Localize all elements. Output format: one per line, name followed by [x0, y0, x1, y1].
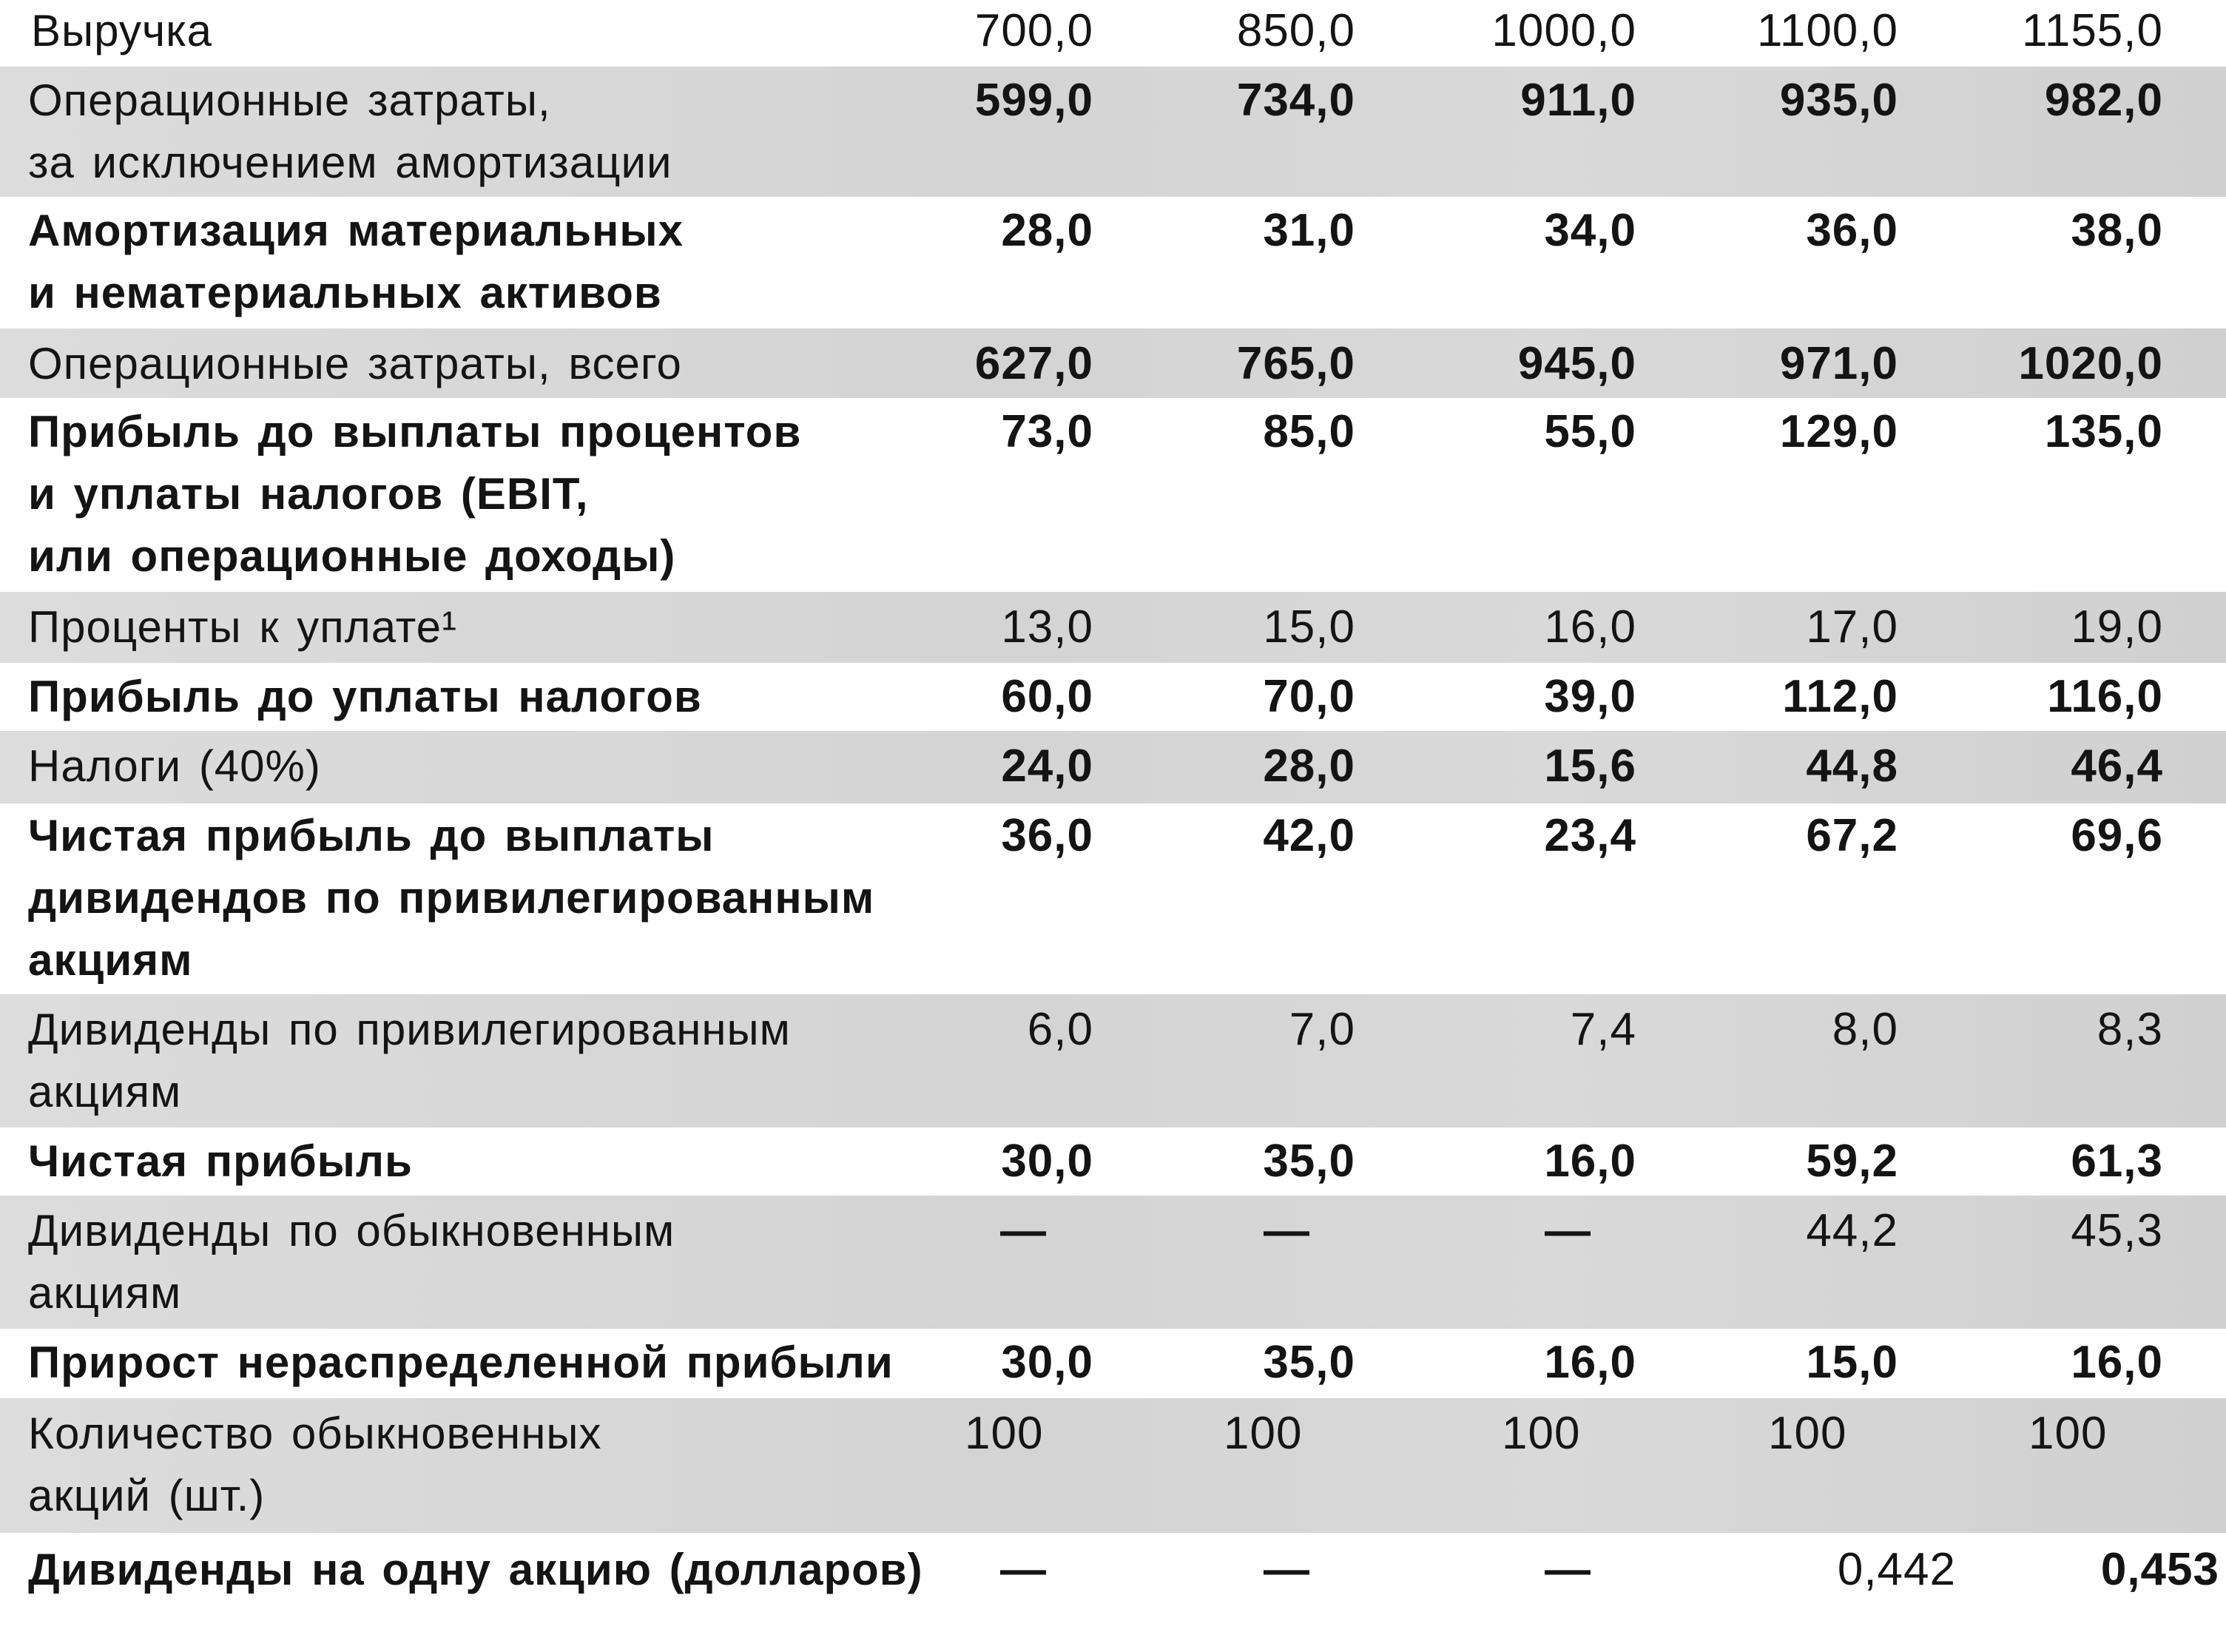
value-cell: 35,0 [1263, 1136, 1355, 1187]
row-label: Чистая прибыль [28, 1136, 413, 1186]
value-cell: 60,0 [1001, 671, 1093, 722]
value-cell: 734,0 [1236, 75, 1355, 126]
value-cell: 982,0 [2044, 75, 2163, 126]
value-cell: 23,4 [1544, 810, 1636, 861]
value-cell: 0,442 [1837, 1544, 1956, 1595]
value-cell: — [1264, 1205, 1310, 1256]
value-cell: 700,0 [974, 5, 1093, 56]
value-cell: 1020,0 [2018, 338, 2163, 389]
value-cell: 8,3 [2097, 1004, 2163, 1055]
value-cell: 30,0 [1001, 1136, 1093, 1187]
value-cell: 24,0 [1001, 741, 1093, 792]
table-row [0, 592, 2226, 663]
value-cell: — [1264, 1544, 1310, 1595]
value-cell: 116,0 [2047, 671, 2163, 722]
value-cell: 15,6 [1544, 741, 1636, 792]
row-label: Прибыль до выплаты процентов и уплаты налогов (EBIT, или операционные доходы) [28, 407, 802, 581]
table-row [0, 67, 2226, 197]
value-cell: 100 [2028, 1408, 2108, 1459]
value-cell: 627,0 [974, 338, 1093, 389]
value-cell: 17,0 [1806, 601, 1898, 653]
value-cell: 16,0 [1544, 601, 1636, 653]
value-cell: 59,2 [1806, 1136, 1898, 1187]
row-label: Чистая прибыль до выплаты дивидендов по привилегированным акциям [28, 811, 875, 985]
value-cell: 46,4 [2071, 741, 2163, 792]
value-cell: 100 [965, 1408, 1044, 1459]
table-row [0, 328, 2226, 398]
value-cell: 55,0 [1544, 406, 1636, 457]
value-cell: 7,0 [1289, 1004, 1355, 1055]
value-cell: 135,0 [2044, 406, 2163, 457]
value-cell: 28,0 [1263, 741, 1355, 792]
value-cell: 34,0 [1544, 205, 1636, 256]
row-label: Дивиденды по привилегированным акциям [28, 1005, 791, 1116]
table-row [0, 398, 2226, 592]
value-cell: 16,0 [2071, 1337, 2163, 1388]
value-cell: 61,3 [2071, 1136, 2163, 1187]
row-label: Прирост нераспределенной прибыли [28, 1338, 894, 1387]
value-cell: — [1000, 1205, 1047, 1256]
value-cell: 765,0 [1236, 338, 1355, 389]
value-cell: 16,0 [1544, 1136, 1636, 1187]
value-cell: — [1545, 1544, 1591, 1595]
value-cell: 31,0 [1263, 205, 1355, 256]
row-label: Налоги (40%) [28, 741, 321, 791]
row-label: Операционные затраты, всего [28, 339, 682, 388]
value-cell: 15,0 [1806, 1337, 1898, 1388]
value-cell: 0,453 [2100, 1544, 2219, 1595]
value-cell: 8,0 [1832, 1004, 1898, 1055]
value-cell: 7,4 [1570, 1004, 1636, 1055]
row-label: Дивиденды на одну акцию (долларов) [28, 1545, 923, 1594]
value-cell: 945,0 [1517, 338, 1636, 389]
value-cell: 100 [1502, 1408, 1581, 1459]
table-row [0, 1127, 2226, 1196]
value-cell: 850,0 [1236, 5, 1355, 56]
value-cell: 911,0 [1520, 75, 1636, 126]
value-cell: 42,0 [1263, 810, 1355, 861]
table-row [0, 994, 2226, 1127]
row-label: Выручка [31, 6, 213, 55]
row-label: Количество обыкновенных акций (шт.) [28, 1409, 602, 1520]
value-cell: 16,0 [1544, 1337, 1636, 1388]
value-cell: 44,8 [1806, 741, 1898, 792]
table-row [0, 1533, 2226, 1629]
value-cell: 112,0 [1782, 671, 1898, 722]
value-cell: 30,0 [1001, 1337, 1093, 1388]
table-row [0, 0, 2226, 67]
value-cell: 36,0 [1806, 205, 1898, 256]
value-cell: 100 [1768, 1408, 1847, 1459]
value-cell: 6,0 [1027, 1004, 1093, 1055]
table-row [0, 1329, 2226, 1398]
table-row [0, 1196, 2226, 1329]
row-label: Прибыль до уплаты налогов [28, 672, 702, 721]
value-cell: 69,6 [2071, 810, 2163, 861]
table-row [0, 731, 2226, 803]
value-cell: 15,0 [1263, 601, 1355, 653]
value-cell: 935,0 [1779, 75, 1898, 126]
value-cell: 45,3 [2071, 1205, 2163, 1256]
value-cell: 35,0 [1263, 1337, 1355, 1388]
value-cell: 38,0 [2071, 205, 2163, 256]
value-cell: 67,2 [1806, 810, 1898, 861]
value-cell: 100 [1224, 1408, 1303, 1459]
value-cell: 599,0 [974, 75, 1093, 126]
value-cell: 1100,0 [1756, 5, 1898, 56]
table-row [0, 1398, 2226, 1533]
value-cell: 971,0 [1779, 338, 1898, 389]
value-cell: 85,0 [1263, 406, 1355, 457]
table-row [0, 803, 2226, 994]
value-cell: — [1545, 1205, 1591, 1256]
value-cell: 13,0 [1001, 601, 1093, 653]
value-cell: 19,0 [2071, 601, 2163, 653]
row-label: Проценты к уплате¹ [28, 602, 457, 652]
row-label: Операционные затраты, за исключением амортизации [28, 75, 672, 187]
value-cell: 44,2 [1806, 1205, 1898, 1256]
value-cell: 36,0 [1001, 810, 1093, 861]
value-cell: 28,0 [1001, 205, 1093, 256]
value-cell: 1155,0 [2021, 5, 2163, 56]
table-row [0, 197, 2226, 328]
value-cell: 1000,0 [1491, 5, 1636, 56]
value-cell: 70,0 [1263, 671, 1355, 722]
row-label: Амортизация материальных и нематериальных активов [28, 206, 684, 317]
value-cell: 129,0 [1779, 406, 1898, 457]
row-label: Дивиденды по обыкновенным акциям [28, 1206, 675, 1318]
value-cell: 39,0 [1544, 671, 1636, 722]
table-row [0, 663, 2226, 731]
value-cell: 73,0 [1001, 406, 1093, 457]
value-cell: — [1000, 1544, 1047, 1595]
